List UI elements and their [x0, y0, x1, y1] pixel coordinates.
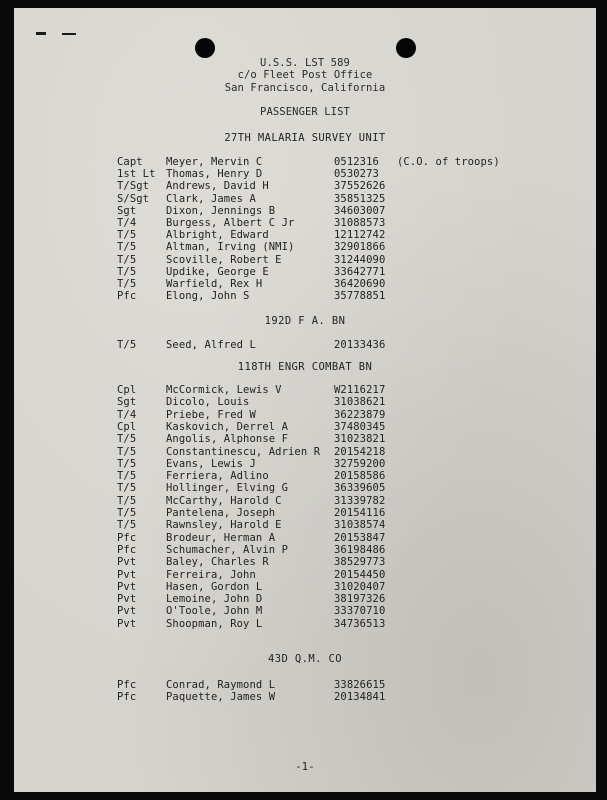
serial-cell: 20134841	[334, 691, 386, 704]
rank-cell: Pfc	[117, 290, 137, 303]
rank-cell: Pfc	[117, 691, 137, 704]
serial-cell: 31088573	[334, 217, 386, 229]
name-cell: O'Toole, John M	[166, 605, 263, 618]
passenger-row	[14, 495, 596, 508]
serial-cell: 20154450	[334, 568, 386, 581]
passenger-row	[14, 205, 596, 218]
serial-cell: 31244090	[334, 253, 386, 266]
name-cell: Kaskovich, Derrel A	[166, 420, 289, 433]
passenger-row	[14, 241, 596, 254]
passenger-row	[14, 254, 596, 267]
passenger-row	[14, 156, 596, 169]
rank-cell: T/5	[117, 433, 137, 446]
passenger-row	[14, 421, 596, 434]
name-cell: Lemoine, John D	[166, 593, 263, 606]
serial-cell: 36420690	[334, 278, 386, 290]
name-cell: Angolis, Alphonse F	[166, 433, 289, 446]
name-cell: Hollinger, Elving G	[166, 482, 289, 495]
rank-cell: T/5	[117, 265, 137, 278]
passenger-row	[14, 193, 596, 206]
passenger-row	[14, 593, 596, 606]
name-cell: McCormick, Lewis V	[166, 384, 282, 396]
rank-cell: T/5	[117, 507, 137, 519]
serial-cell: 37552626	[334, 180, 386, 193]
rank-cell: T/5	[117, 339, 137, 351]
name-cell: Conrad, Raymond L	[166, 679, 276, 691]
passenger-row	[14, 544, 596, 557]
name-cell: Schumacher, Alvin P	[166, 543, 289, 556]
name-cell: Seed, Alfred L	[166, 339, 256, 351]
serial-cell: 36223879	[334, 408, 386, 421]
name-cell: Paquette, James W	[166, 691, 276, 704]
name-cell: Elong, John S	[166, 290, 250, 303]
section-title: 118TH ENGR COMBAT BN	[237, 361, 373, 373]
passenger-row	[14, 556, 596, 569]
passenger-row	[14, 446, 596, 459]
name-cell: Priebe, Fred W	[166, 408, 256, 421]
rank-cell: T/4	[117, 408, 137, 421]
rank-cell: T/5	[117, 457, 137, 470]
serial-cell: 31038574	[334, 519, 386, 532]
name-cell: Burgess, Albert C Jr	[166, 217, 295, 229]
serial-cell: 35778851	[334, 290, 386, 303]
note-cell: (C.O. of troops)	[397, 156, 500, 168]
name-cell: Evans, Lewis J	[166, 457, 256, 470]
passenger-row	[14, 168, 596, 181]
serial-cell: 31339782	[334, 494, 386, 507]
rank-cell: Pvt	[117, 556, 137, 569]
serial-cell: 32759200	[334, 457, 386, 470]
passenger-row	[14, 581, 596, 594]
page-number: -1-	[295, 761, 315, 773]
rank-cell: T/5	[117, 253, 137, 266]
serial-cell: 31038621	[334, 396, 386, 409]
ink-mark	[62, 33, 76, 35]
name-cell: Albright, Edward	[166, 229, 269, 242]
rank-cell: T/5	[117, 278, 137, 290]
rank-cell: Pvt	[117, 593, 137, 606]
rank-cell: Pfc	[117, 543, 137, 556]
name-cell: Baley, Charles R	[166, 556, 269, 569]
passenger-row	[14, 266, 596, 279]
serial-cell: 38197326	[334, 593, 386, 606]
serial-cell: 31023821	[334, 433, 386, 446]
city: San Francisco, California	[224, 82, 386, 94]
section-title: 192D F A. BN	[264, 315, 346, 327]
rank-cell: T/5	[117, 470, 137, 483]
serial-cell: 0512316	[334, 156, 379, 168]
name-cell: Andrews, David H	[166, 180, 269, 193]
serial-cell: 36339605	[334, 482, 386, 495]
name-cell: Clark, James A	[166, 192, 256, 205]
rank-cell: T/Sgt	[117, 180, 150, 193]
passenger-row	[14, 482, 596, 495]
rank-cell: T/5	[117, 482, 137, 495]
serial-cell: 20154116	[334, 507, 386, 519]
passenger-row	[14, 433, 596, 446]
rank-cell: Capt	[117, 156, 143, 168]
serial-cell: 34736513	[334, 617, 386, 630]
serial-cell: 33826615	[334, 679, 386, 691]
name-cell: Rawnsley, Harold E	[166, 519, 282, 532]
name-cell: Dixon, Jennings B	[166, 204, 276, 217]
serial-cell: 12112742	[334, 229, 386, 242]
document-page	[14, 8, 596, 792]
passenger-row	[14, 290, 596, 303]
rank-cell: S/Sgt	[117, 192, 150, 205]
name-cell: Brodeur, Herman A	[166, 531, 276, 544]
ink-mark	[36, 32, 46, 35]
name-cell: Ferreira, John	[166, 568, 256, 581]
serial-cell: 20154218	[334, 445, 386, 458]
rank-cell: Sgt	[117, 396, 137, 409]
rank-cell: Pfc	[117, 679, 137, 691]
name-cell: Meyer, Mervin C	[166, 156, 263, 168]
serial-cell: 37480345	[334, 420, 386, 433]
passenger-row	[14, 605, 596, 618]
passenger-row	[14, 384, 596, 397]
serial-cell: 20153847	[334, 531, 386, 544]
name-cell: McCarthy, Harold C	[166, 494, 282, 507]
list-title: PASSENGER LIST	[260, 106, 350, 118]
serial-cell: 34603007	[334, 204, 386, 217]
serial-cell: 31020407	[334, 580, 386, 593]
rank-cell: Cpl	[117, 420, 137, 433]
passenger-row	[14, 519, 596, 532]
rank-cell: T/4	[117, 217, 137, 229]
rank-cell: Sgt	[117, 204, 137, 217]
name-cell: Dicolo, Louis	[166, 396, 250, 409]
name-cell: Altman, Irving (NMI)	[166, 241, 295, 254]
passenger-row	[14, 691, 596, 704]
section-title: 27TH MALARIA SURVEY UNIT	[224, 132, 386, 144]
rank-cell: Pvt	[117, 605, 137, 618]
rank-cell: T/5	[117, 494, 137, 507]
name-cell: Thomas, Henry D	[166, 168, 263, 181]
punch-hole	[195, 38, 215, 58]
serial-cell: 0530273	[334, 168, 379, 181]
name-cell: Warfield, Rex H	[166, 278, 263, 290]
name-cell: Shoopman, Roy L	[166, 617, 263, 630]
post-office: c/o Fleet Post Office	[237, 69, 373, 81]
rank-cell: T/5	[117, 519, 137, 532]
rank-cell: Pfc	[117, 531, 137, 544]
rank-cell: T/5	[117, 241, 137, 254]
passenger-row	[14, 618, 596, 631]
passenger-row	[14, 217, 596, 230]
passenger-row	[14, 470, 596, 483]
name-cell: Pantelena, Joseph	[166, 507, 276, 519]
name-cell: Updike, George E	[166, 265, 269, 278]
serial-cell: 36198486	[334, 543, 386, 556]
serial-cell: W2116217	[334, 384, 386, 396]
serial-cell: 33370710	[334, 605, 386, 618]
name-cell: Ferriera, Adlino	[166, 470, 269, 483]
rank-cell: T/5	[117, 445, 137, 458]
passenger-row	[14, 532, 596, 545]
passenger-row	[14, 229, 596, 242]
serial-cell: 35851325	[334, 192, 386, 205]
rank-cell: Cpl	[117, 384, 137, 396]
serial-cell: 33642771	[334, 265, 386, 278]
passenger-row	[14, 396, 596, 409]
name-cell: Constantinescu, Adrien R	[166, 445, 321, 458]
name-cell: Hasen, Gordon L	[166, 580, 263, 593]
rank-cell: T/5	[117, 229, 137, 242]
serial-cell: 32901866	[334, 241, 386, 254]
passenger-row	[14, 409, 596, 422]
rank-cell: Pvt	[117, 580, 137, 593]
section-title: 43D Q.M. CO	[268, 653, 342, 665]
passenger-row	[14, 458, 596, 471]
rank-cell: 1st Lt	[117, 168, 156, 181]
passenger-row	[14, 339, 596, 352]
serial-cell: 38529773	[334, 556, 386, 569]
passenger-row	[14, 569, 596, 582]
passenger-row	[14, 507, 596, 520]
punch-hole	[396, 38, 416, 58]
rank-cell: Pvt	[117, 568, 137, 581]
name-cell: Scoville, Robert E	[166, 253, 282, 266]
serial-cell: 20133436	[334, 339, 386, 351]
passenger-row	[14, 278, 596, 291]
serial-cell: 20158586	[334, 470, 386, 483]
rank-cell: Pvt	[117, 617, 137, 630]
passenger-row	[14, 180, 596, 193]
ship-name: U.S.S. LST 589	[260, 57, 350, 69]
passenger-row	[14, 679, 596, 692]
